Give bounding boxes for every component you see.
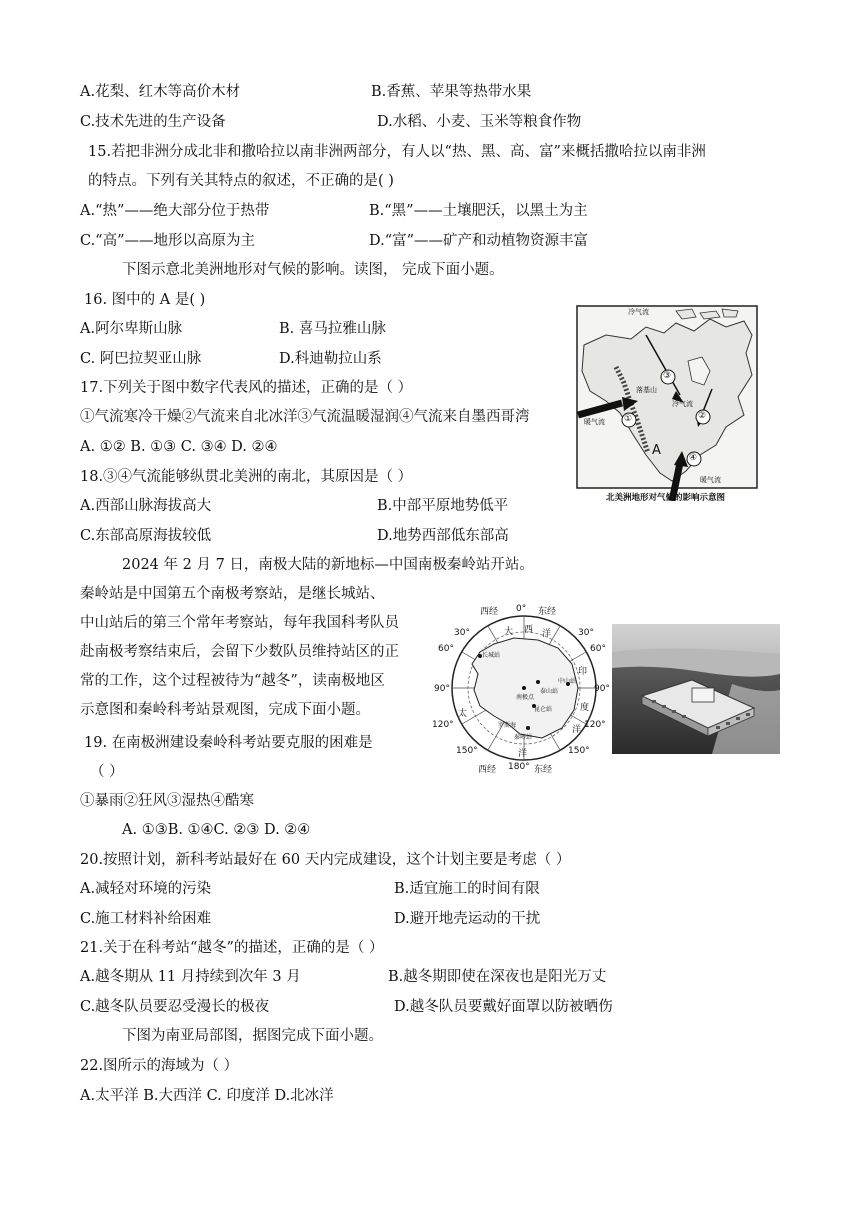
label-lon-150-east: 150° <box>568 746 590 756</box>
antarctica-intro-line1: 2024 年 2 月 7 日，南极大陆的新地标—中国南极秦岭站开站。 <box>122 557 534 573</box>
antarctica-intro-line3: 中山站后的第三个常年考察站，每年我国科考队员 <box>80 615 399 631</box>
label-number-2: ② <box>698 411 707 421</box>
label-kunlun-station: 昆仑站 <box>534 706 553 713</box>
antarctica-intro-line2: 秦岭站是中国第五个南极考察站，是继长城站、 <box>80 586 385 602</box>
north-america-climate-map <box>576 305 758 501</box>
label-number-4: ④ <box>689 453 698 463</box>
q21-stem: 21.关于在科考站“越冬”的描述，正确的是（ ） <box>80 940 384 956</box>
label-ocean-xi: 西 <box>524 625 534 635</box>
label-number-1: ① <box>624 414 633 424</box>
label-lon-30-east: 30° <box>578 628 594 638</box>
label-lon-60-west: 60° <box>438 644 454 654</box>
q19-choices: A. ①③B. ①④C. ②③ D. ②④ <box>122 822 311 838</box>
q20-option-a: A.减轻对环境的污染 <box>80 881 212 897</box>
q15-option-a: A.“热”——绝大部分位于热带 <box>80 203 270 219</box>
north-america-intro: 下图示意北美洲地形对气候的影响。读图， 完成下面小题。 <box>122 262 504 278</box>
label-ocean-yang-bottom: 洋 <box>518 749 528 759</box>
label-cold-air-top: 冷气流 <box>628 308 649 316</box>
q18-option-d: D.地势西部低东部高 <box>377 528 509 544</box>
antarctica-intro-line4: 赴南极考察结束后，会留下少数队员维持站区的正 <box>80 644 399 660</box>
q18-stem: 18.③④气流能够纵贯北美洲的南北，其原因是（ ） <box>80 469 413 485</box>
label-ocean-yang-top: 洋 <box>542 629 552 639</box>
label-lon-150-west: 150° <box>456 746 478 756</box>
label-ocean-da: 大 <box>504 627 514 637</box>
label-south-pole: 南极点 <box>516 694 535 701</box>
label-bottom-west: 西经 <box>478 765 497 775</box>
q20-option-d: D.避开地壳运动的干扰 <box>394 911 541 927</box>
label-ocean-du: 度 <box>580 703 590 713</box>
label-ocean-tai: 太 <box>458 709 468 719</box>
label-qinling-station: 秦岭站 <box>514 734 533 741</box>
south-asia-intro: 下图为南亚局部图，据图完成下面小题。 <box>122 1028 383 1044</box>
label-bottom-east: 东经 <box>534 765 553 775</box>
label-top-west: 西经 <box>480 607 499 617</box>
q21-option-b: B.越冬期即使在深夜也是阳光万丈 <box>388 969 607 985</box>
label-lon-90-west: 90° <box>434 684 450 694</box>
q18-option-b: B.中部平原地势低平 <box>377 498 509 514</box>
q18-option-a: A.西部山脉海拔高大 <box>80 498 212 514</box>
q17-statements: ①气流寒冷干燥②气流来自北冰洋③气流温暖湿润④气流来自墨西哥湾 <box>80 409 530 425</box>
antarctica-polar-map <box>432 604 610 776</box>
label-ross-sea: 罗斯海 <box>498 722 517 729</box>
q18-option-c: C.东部高原海拔较低 <box>80 528 212 544</box>
q15-stem-line2: 的特点。下列有关其特点的叙述，不正确的是( ) <box>88 173 394 189</box>
q20-stem: 20.按照计划，新科考站最好在 60 天内完成建设，这个计划主要是考虑（ ） <box>80 852 571 868</box>
q19-paren: （ ） <box>90 764 124 780</box>
q16-option-a: A.阿尔卑斯山脉 <box>80 321 183 337</box>
label-bottom-180: 180° <box>508 762 530 772</box>
q14-option-b: B.香蕉、苹果等热带水果 <box>371 84 532 100</box>
antarctica-intro-line6: 示意图和秦岭科考站景观图，完成下面小题。 <box>80 702 370 718</box>
label-lon-90-east: 90° <box>594 684 610 694</box>
label-taishan-station: 泰山站 <box>540 688 559 695</box>
label-ocean-yang-right: 洋 <box>572 725 582 735</box>
label-lon-30-west: 30° <box>454 628 470 638</box>
label-lon-60-east: 60° <box>590 644 606 654</box>
q14-option-d: D.水稻、小麦、玉米等粮食作物 <box>377 114 582 130</box>
q15-stem-line1: 15.若把非洲分成北非和撒哈拉以南非洲两部分，有人以“热、黑、高、富”来概括撒哈拉以南非洲 <box>88 144 706 160</box>
label-mountain: 落基山 <box>636 386 657 394</box>
q22-stem: 22.图所示的海域为（ ） <box>80 1058 239 1074</box>
q21-option-a: A.越冬期从 11 月持续到次年 3 月 <box>80 969 301 985</box>
label-cold-air-right: 冷气流 <box>672 400 693 408</box>
label-zhongshan-station: 中山站 <box>558 678 577 685</box>
q15-option-c: C.“高”——地形以高原为主 <box>80 233 256 249</box>
q21-option-c: C.越冬队员要忍受漫长的极夜 <box>80 999 270 1015</box>
antarctica-intro-line5: 常的工作，这个过程被待为“越冬”，读南极地区 <box>80 673 385 689</box>
q19-statements: ①暴雨②狂风③湿热④酷寒 <box>80 793 254 809</box>
q16-stem: 16. 图中的 A 是( ) <box>84 292 206 308</box>
q16-option-c: C. 阿巴拉契亚山脉 <box>80 351 202 367</box>
q17-stem: 17.下列关于图中数字代表风的描述，正确的是（ ） <box>80 380 413 396</box>
qinling-station-photo <box>612 624 780 754</box>
q19-stem: 19. 在南极洲建设秦岭科考站要克服的困难是 <box>84 735 373 751</box>
label-changcheng-station: 长城站 <box>482 652 501 659</box>
label-marker-a: A <box>652 443 661 458</box>
label-number-3: ③ <box>663 371 672 381</box>
q20-option-c: C.施工材料补给困难 <box>80 911 212 927</box>
q16-option-b: B. 喜马拉雅山脉 <box>279 321 386 337</box>
q14-option-c: C.技术先进的生产设备 <box>80 114 226 130</box>
q21-option-d: D.越冬队员要戴好面罩以防被晒伤 <box>394 999 613 1015</box>
q20-option-b: B.适宜施工的时间有限 <box>394 881 540 897</box>
q15-option-b: B.“黑”——土壤肥沃，以黑土为主 <box>369 203 588 219</box>
label-ocean-yin: 印 <box>578 667 588 677</box>
q22-choices: A.太平洋 B.大西洋 C. 印度洋 D.北冰洋 <box>80 1088 334 1104</box>
q15-option-d: D.“富”——矿产和动植物资源丰富 <box>369 233 589 249</box>
label-top-east: 东经 <box>538 607 557 617</box>
north-america-map-caption: 北美洲地形对气候的影响示意图 <box>606 493 726 503</box>
label-lon-120-east: 120° <box>584 720 606 730</box>
label-warm-air-bottom: 暖气流 <box>700 476 721 484</box>
label-top-zero: 0° <box>516 604 527 614</box>
q17-choices: A. ①② B. ①③ C. ③④ D. ②④ <box>80 439 278 455</box>
label-lon-120-west: 120° <box>432 720 454 730</box>
q14-option-a: A.花梨、红木等高价木材 <box>80 84 241 100</box>
label-warm-air-left: 暖气流 <box>584 418 605 426</box>
q16-option-d: D.科迪勒拉山系 <box>279 351 382 367</box>
